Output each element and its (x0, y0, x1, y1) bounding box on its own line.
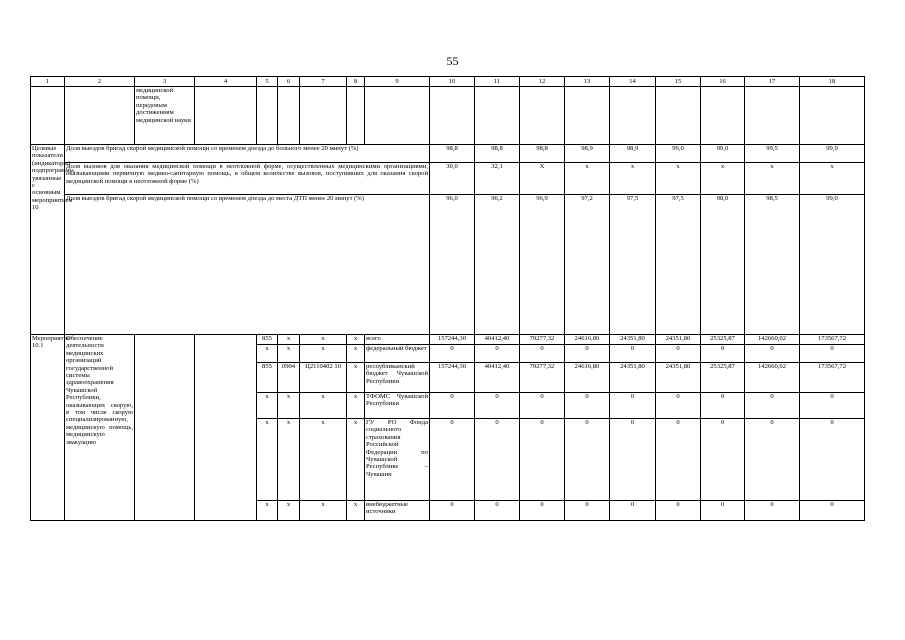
funding-value: 79277,32 (520, 335, 565, 345)
funding-value: 0 (610, 419, 656, 501)
funding-value: 0 (520, 419, 565, 501)
header-cell: 5 (257, 77, 278, 87)
funding-value: 0 (610, 501, 656, 521)
funding-value: 0 (565, 345, 610, 363)
funding-value: 0 (701, 501, 745, 521)
budget-code-cell: х (300, 345, 347, 363)
funding-value: 157244,30 (430, 335, 475, 345)
funding-source: ГУ РО Фонда социального страхования Российской Федерации по Чувашской Республике – Чувашии (365, 419, 430, 501)
program-table (30, 76, 865, 521)
funding-value: 0 (745, 345, 800, 363)
indicator-value: х (565, 163, 610, 195)
funding-value: 24351,80 (610, 363, 656, 393)
header-cell: 9 (365, 77, 430, 87)
budget-code-cell: х (300, 335, 347, 345)
budget-code-cell: х (347, 501, 365, 521)
budget-code-cell: х (278, 335, 300, 345)
funding-value: 0 (701, 345, 745, 363)
funding-value: 0 (520, 393, 565, 419)
funding-value: 0 (701, 419, 745, 501)
budget-code-cell: х (300, 393, 347, 419)
header-cell: 4 (195, 77, 257, 87)
header-cell: 13 (565, 77, 610, 87)
indicator-value: 30,0 (430, 163, 475, 195)
funding-value: 173567,72 (800, 335, 865, 345)
indicator-value: 99,0 (800, 195, 865, 335)
funding-value: 0 (701, 393, 745, 419)
measure-row (31, 335, 865, 345)
funding-value: 24351,80 (656, 363, 701, 393)
funding-value: 0 (475, 501, 520, 521)
budget-code-cell: х (278, 345, 300, 363)
indicator-value: 96,9 (520, 195, 565, 335)
header-cell: 2 (65, 77, 135, 87)
funding-value: 24351,80 (610, 335, 656, 345)
funding-value: 142660,02 (745, 363, 800, 393)
page-number: 55 (446, 54, 459, 68)
budget-code-cell: х (300, 501, 347, 521)
header-cell: 18 (800, 77, 865, 87)
header-cell: 12 (520, 77, 565, 87)
header-cell: 1 (31, 77, 65, 87)
header-cell: 11 (475, 77, 520, 87)
indicator-value: х (701, 163, 745, 195)
indicator-text: Доля вызовов для оказания медицинской помощи в неотложной форме, осуществленных медицинскими организациями, оказывающими первичную медико-санитарную помощь, в общем количестве вызовов, поступивших для оказания скорой медицинской помощи в неотложной форме (%) (65, 163, 430, 195)
funding-value: 0 (565, 419, 610, 501)
budget-code-cell: х (257, 501, 278, 521)
funding-value: 0 (430, 345, 475, 363)
funding-value: 0 (520, 501, 565, 521)
indicators-label: Целевые показатели (индикаторы) подпрограммы, увязанные с основным мероприятием 10 (31, 145, 65, 335)
header-cell: 8 (347, 77, 365, 87)
indicator-text: Доля выездов бригад скорой медицинской помощи со временем доезда до места ДТП менее 20 минут (%) (65, 195, 430, 335)
header-cell: 10 (430, 77, 475, 87)
header-cell: 17 (745, 77, 800, 87)
indicator-value: 32,1 (475, 163, 520, 195)
budget-code-cell: х (257, 345, 278, 363)
indicator-value: 98,9 (565, 145, 610, 163)
funding-value: 173567,72 (800, 363, 865, 393)
funding-value: 0 (745, 501, 800, 521)
funding-value: 24351,80 (656, 335, 701, 345)
funding-value: 0 (800, 393, 865, 419)
indicator-value: 98,5 (745, 195, 800, 335)
funding-value: 0 (475, 393, 520, 419)
budget-code-cell: х (347, 419, 365, 501)
funding-value: 40412,40 (475, 335, 520, 345)
header-cell: 3 (135, 77, 195, 87)
funding-value: 0 (800, 501, 865, 521)
funding-value: 79277,32 (520, 363, 565, 393)
indicator-value: 98,8 (520, 145, 565, 163)
budget-code-cell: х (347, 335, 365, 345)
continuation-row (31, 87, 865, 145)
funding-value: 0 (430, 393, 475, 419)
funding-value: 40412,40 (475, 363, 520, 393)
funding-value: 0 (430, 419, 475, 501)
funding-source: всего (365, 335, 430, 345)
budget-code-cell: х (278, 393, 300, 419)
budget-code-cell: 0904 (278, 363, 300, 393)
indicator-value: 99,0 (701, 145, 745, 163)
indicator-value: х (800, 163, 865, 195)
funding-value: 0 (430, 501, 475, 521)
funding-value: 0 (565, 501, 610, 521)
funding-source: республиканский бюджет Чувашской Республики (365, 363, 430, 393)
funding-value: 0 (800, 419, 865, 501)
budget-code-cell: х (278, 501, 300, 521)
budget-code-cell: х (257, 419, 278, 501)
funding-value: 0 (520, 345, 565, 363)
header-cell: 15 (656, 77, 701, 87)
indicator-value: 97,5 (610, 195, 656, 335)
funding-value: 25325,87 (701, 363, 745, 393)
budget-code-cell: х (347, 393, 365, 419)
indicator-value: Х (520, 163, 565, 195)
header-cell: 6 (278, 77, 300, 87)
measure-label: Мероприятие 10.1 (31, 335, 65, 521)
funding-value: 0 (610, 393, 656, 419)
funding-value: 0 (745, 419, 800, 501)
budget-code-cell: х (347, 363, 365, 393)
indicator-value: 96,2 (475, 195, 520, 335)
indicator-value: 98,9 (610, 145, 656, 163)
funding-value: 25325,87 (701, 335, 745, 345)
measure-description: Обеспечение деятельности медицинских организаций государственной системы здравоохранения Чувашской Республики, оказывающих скорую, в том числе скорую специализированную, медицинскую помощь, медицинскую эвакуацию (65, 335, 135, 521)
indicator-value: х (610, 163, 656, 195)
indicator-value: 98,8 (475, 145, 520, 163)
funding-value: 0 (656, 345, 701, 363)
indicator-value: 99,9 (800, 145, 865, 163)
funding-value: 0 (800, 345, 865, 363)
funding-value: 0 (745, 393, 800, 419)
indicator-value: 99,0 (656, 145, 701, 163)
header-cell: 7 (300, 77, 347, 87)
header-cell: 16 (701, 77, 745, 87)
indicator-value: х (656, 163, 701, 195)
indicator-row (31, 145, 865, 163)
funding-value: 0 (475, 419, 520, 501)
funding-source: внебюджетные источники (365, 501, 430, 521)
funding-value: 0 (475, 345, 520, 363)
budget-code-cell: х (347, 345, 365, 363)
indicator-value: х (745, 163, 800, 195)
continuation-text: медицинской помощи, передовым достижениям медицинской науки (135, 87, 195, 145)
funding-value: 142660,02 (745, 335, 800, 345)
budget-code-cell: Ц2110402 10 (300, 363, 347, 393)
indicator-row (31, 195, 865, 335)
budget-code-cell: 855 (257, 335, 278, 345)
indicator-value: 97,2 (565, 195, 610, 335)
funding-value: 0 (565, 393, 610, 419)
budget-code-cell: х (257, 393, 278, 419)
indicator-value: 97,5 (656, 195, 701, 335)
indicator-row (31, 163, 865, 195)
funding-source: федеральный бюджет (365, 345, 430, 363)
funding-value: 0 (656, 419, 701, 501)
column-number-row (31, 77, 865, 87)
indicator-value: 99,5 (745, 145, 800, 163)
budget-code-cell: х (300, 419, 347, 501)
empty-cell (195, 335, 257, 521)
funding-value: 0 (610, 345, 656, 363)
funding-value: 0 (656, 393, 701, 419)
header-cell: 14 (610, 77, 656, 87)
funding-source: ТФОМС Чувашской Республики (365, 393, 430, 419)
budget-code-cell: 855 (257, 363, 278, 393)
funding-value: 0 (656, 501, 701, 521)
budget-code-cell: х (278, 419, 300, 501)
indicator-value: 96,0 (430, 195, 475, 335)
indicator-value: 98,0 (701, 195, 745, 335)
indicator-text: Доля выездов бригад скорой медицинской помощи со временем доезда до больного менее 20 минут (%) (65, 145, 430, 163)
funding-value: 24616,80 (565, 335, 610, 345)
funding-value: 24616,80 (565, 363, 610, 393)
funding-value: 157244,30 (430, 363, 475, 393)
empty-cell (135, 335, 195, 521)
indicator-value: 98,8 (430, 145, 475, 163)
